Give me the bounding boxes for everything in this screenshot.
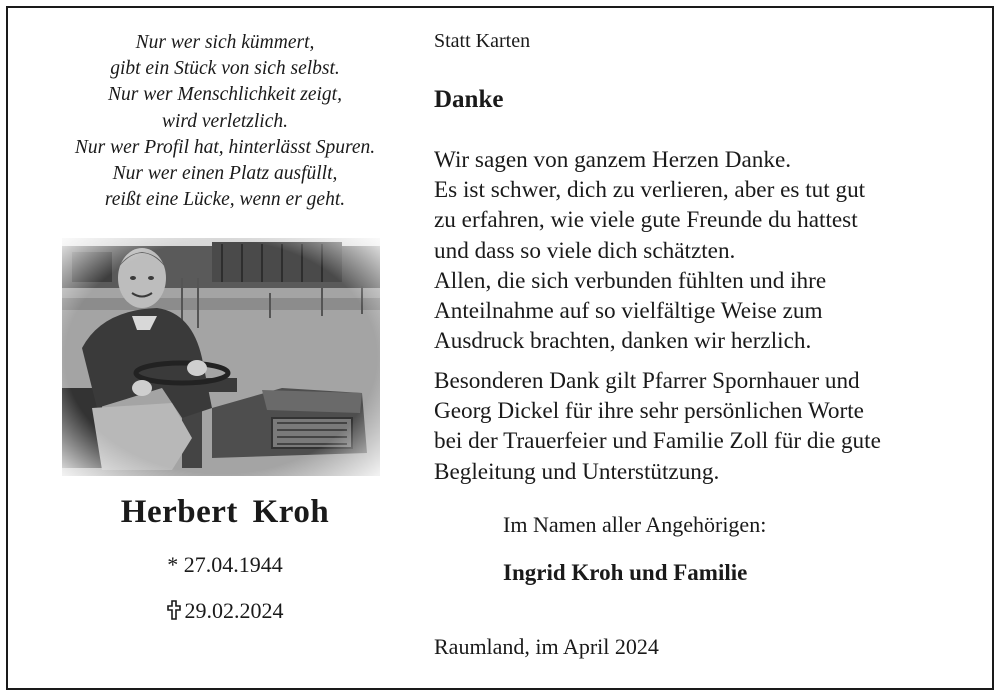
text-line: Es ist schwer, dich zu verlieren, aber es tut gut [434,177,866,204]
poem-line: gibt ein Stück von sich selbst. [110,58,340,80]
notice-title: Danke [434,86,504,113]
text-line: Wir sagen von ganzem Herzen Danke. [434,147,792,173]
death-date: 29.02.2024 [184,598,284,623]
text-line: Begleitung und Unterstützung. [434,458,720,485]
poem-line: Nur wer einen Platz ausfüllt, [112,163,338,185]
thanks-paragraph-3 [434,366,881,487]
poem [30,30,420,213]
poem-line: reißt eine Lücke, wenn er geht. [104,189,346,211]
thanks-paragraph-2 [434,266,826,357]
deceased-name: Herbert Kroh [120,494,330,530]
text-line: Georg Dickel für ihre sehr persönlichen Worte [434,398,864,425]
portrait-photo [62,238,380,476]
poem-line: Nur wer sich kümmert, [135,32,315,53]
poem-line: wird verletzlich. [161,110,288,132]
cross-icon [167,600,181,620]
text-line: zu erfahren, wie viele gute Freunde du hattest [434,207,858,234]
thanks-paragraph-1 [434,145,865,266]
poem-line: Nur wer Profil hat, hinterlässt Spuren. [74,136,376,158]
text-line: Ausdruck brachten, danken wir herzlich. [434,328,812,355]
death-date-line [60,598,390,624]
text-line: bei der Trauerfeier und Familie Zoll für die gute [434,428,881,455]
on-behalf-label: Im Namen aller Angehörigen: [503,512,767,537]
poem-block [30,30,420,213]
poem-line: Nur wer Menschlichkeit zeigt, [108,84,342,106]
header-text: Statt Karten [434,30,531,52]
family-signature: Ingrid Kroh und Familie [503,560,748,585]
text-line: Allen, die sich verbunden fühlten und ihre [434,268,827,294]
place-date: Raumland, im April 2024 [434,634,659,659]
text-line: Anteilnahme auf so vielfältige Weise zum [434,298,823,325]
notice-header [434,30,974,53]
birth-date: * 27.04.1944 [167,552,283,577]
text-line: Besonderen Dank gilt Pfarrer Spornhauer und [434,368,860,394]
text-line: und dass so viele dich schätzten. [434,237,736,264]
